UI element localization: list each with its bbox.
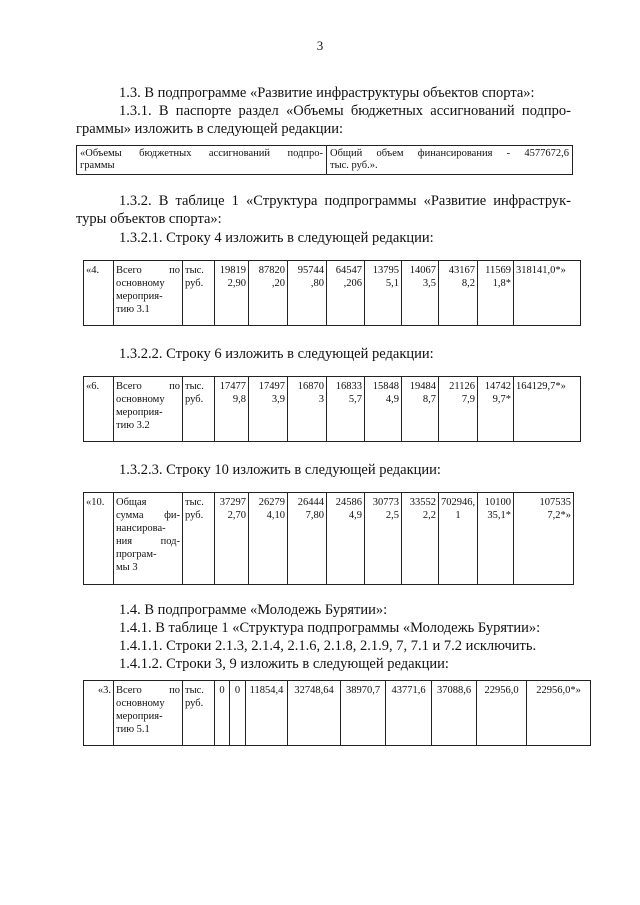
value-cell <box>439 377 478 442</box>
unit-line: руб. <box>185 510 204 521</box>
value-line: 87820 <box>258 265 285 276</box>
unit-line: руб. <box>185 698 204 709</box>
value-line: 30773 <box>372 497 399 508</box>
value-cell <box>327 377 365 442</box>
section-1-3-2-2: 1.3.2.2. Строку 6 изложить в следующей редакции: <box>119 346 434 362</box>
value-line: 1 <box>455 510 461 521</box>
passport-value-line-1: Общий объем финансирования - 4577672,6 <box>330 148 569 159</box>
unit-line: тыс. <box>185 685 204 696</box>
value-cell <box>439 261 478 326</box>
total-cell <box>514 377 581 442</box>
table-row <box>84 681 591 746</box>
passport-value-line-2: тыс. руб.». <box>330 160 378 171</box>
value-line: 5,1 <box>385 278 399 289</box>
unit-line: тыс. <box>185 381 204 392</box>
total-cell: 22956,0*» <box>527 681 591 746</box>
value-line: 2,70 <box>227 510 246 521</box>
value-line: 2,90 <box>227 278 246 289</box>
section-1-4-heading: 1.4. В подпрограмме «Молодежь Бурятии»: <box>119 602 388 618</box>
value-line: 95744 <box>297 265 324 276</box>
passport-row <box>77 146 573 175</box>
value-line: 33552 <box>409 497 436 508</box>
row-description-cell <box>114 261 183 326</box>
value-cell <box>215 493 249 585</box>
value-cell <box>365 493 402 585</box>
value-cell <box>439 493 478 585</box>
value-line: 35,1* <box>487 510 511 521</box>
description-line: основному <box>116 394 165 405</box>
value-line: 14067 <box>409 265 436 276</box>
unit-cell <box>183 261 215 326</box>
row4-table <box>83 260 581 326</box>
description-line: Всего по <box>116 265 180 276</box>
value-line: 14742 <box>484 381 511 392</box>
value-cell <box>478 377 514 442</box>
row10-table <box>83 492 574 585</box>
value-line: 4,9 <box>348 510 362 521</box>
page-number: 3 <box>316 38 324 53</box>
value-line: 16833 <box>335 381 362 392</box>
value-cell <box>249 377 288 442</box>
value-line: 21126 <box>449 381 475 392</box>
value-line: 24586 <box>335 497 362 508</box>
value-line: 17477 <box>219 381 246 392</box>
value-line: 64547 <box>335 265 362 276</box>
unit-line: тыс. <box>185 265 204 276</box>
value-cell <box>249 493 288 585</box>
description-line: тию 5.1 <box>116 724 150 735</box>
value-cell: 37088,6 <box>432 681 477 746</box>
value-line: 10100 <box>484 497 511 508</box>
value-line: 3 <box>318 394 324 405</box>
description-line: сумма фи- <box>116 510 180 521</box>
section-1-3-2-line-1: 1.3.2. В таблице 1 «Структура подпрограммы «Развитие инфраструк- <box>119 193 571 209</box>
value-line: 17497 <box>258 381 285 392</box>
passport-value-cell <box>327 146 573 175</box>
value-line: 7,2*» <box>547 510 571 521</box>
description-line: мероприя- <box>116 711 163 722</box>
value-line: 37297 <box>219 497 246 508</box>
section-1-3-1-line-1: 1.3.1. В паспорте раздел «Объемы бюджетных ассигнований подпро- <box>119 103 571 119</box>
section-1-4-1: 1.4.1. В таблице 1 «Структура подпрограммы «Молодежь Бурятии»: <box>119 620 541 636</box>
value-line: 8,7 <box>422 394 436 405</box>
value-cell: 22956,0 <box>477 681 527 746</box>
row-number-cell: «3. <box>84 681 114 746</box>
section-1-4-1-2: 1.4.1.2. Строки 3, 9 изложить в следующей редакции: <box>119 656 449 672</box>
value-cell <box>365 261 402 326</box>
value-cell <box>327 261 365 326</box>
section-1-3-1-line-2: граммы» изложить в следующей редакции: <box>76 121 344 137</box>
value-line: 13795 <box>372 265 399 276</box>
value-line: 11569 <box>485 265 511 276</box>
row-number-cell: «4. <box>84 261 114 326</box>
value-line: 19484 <box>409 381 436 392</box>
value-line: 702946, <box>441 497 476 508</box>
value-line: 7,9 <box>461 394 475 405</box>
row6-table <box>83 376 581 442</box>
value-cell <box>402 261 439 326</box>
description-line: основному <box>116 278 165 289</box>
unit-cell <box>183 377 215 442</box>
value-cell <box>478 261 514 326</box>
value-line: 1,8* <box>492 278 511 289</box>
value-cell <box>402 377 439 442</box>
value-line: 16870 <box>297 381 324 392</box>
value-cell: 11854,4 <box>246 681 288 746</box>
value-line: 8,2 <box>461 278 475 289</box>
value-line: 9,7* <box>492 394 511 405</box>
value-line: 5,7 <box>348 394 362 405</box>
value-cell <box>402 493 439 585</box>
section-1-3-heading: 1.3. В подпрограмме «Развитие инфраструктуры объектов спорта»: <box>119 85 535 101</box>
section-1-3-2-3: 1.3.2.3. Строку 10 изложить в следующей редакции: <box>119 462 441 478</box>
unit-cell <box>183 681 215 746</box>
value-line: 15848 <box>372 381 399 392</box>
value-cell <box>288 261 327 326</box>
passport-table <box>76 145 573 175</box>
description-line: Общая <box>116 497 147 508</box>
unit-cell <box>183 493 215 585</box>
description-line: програм- <box>116 549 157 560</box>
table-row <box>84 493 574 585</box>
value-line: 318141,0*» <box>516 265 566 276</box>
passport-label-cell <box>77 146 327 175</box>
description-line: Всего по <box>116 381 180 392</box>
value-line: 43167 <box>448 265 475 276</box>
total-cell <box>514 493 574 585</box>
value-cell <box>478 493 514 585</box>
value-cell <box>249 261 288 326</box>
value-line: 26444 <box>297 497 324 508</box>
unit-line: руб. <box>185 394 204 405</box>
value-line: 2,5 <box>385 510 399 521</box>
value-cell <box>365 377 402 442</box>
table-row <box>84 377 581 442</box>
description-line: основному <box>116 698 165 709</box>
value-cell: 0 <box>215 681 230 746</box>
passport-label-line-2: граммы <box>80 160 115 171</box>
description-line: ния под- <box>116 536 180 547</box>
passport-label-line-1: «Объемы бюджетных ассигнований подпро- <box>80 148 323 159</box>
value-cell <box>288 377 327 442</box>
description-line: тию 3.2 <box>116 420 150 431</box>
value-cell: 0 <box>230 681 246 746</box>
description-line: Всего по <box>116 685 180 696</box>
description-line: мы 3 <box>116 562 138 573</box>
value-line: 4,10 <box>266 510 285 521</box>
value-cell <box>215 261 249 326</box>
value-line: ,20 <box>271 278 285 289</box>
value-line: 107535 <box>539 497 571 508</box>
row-number-cell: «10. <box>84 493 114 585</box>
value-cell <box>288 493 327 585</box>
value-cell: 38970,7 <box>341 681 386 746</box>
section-1-3-2-1: 1.3.2.1. Строку 4 изложить в следующей редакции: <box>119 230 434 246</box>
row-description-cell <box>114 493 183 585</box>
value-line: 19819 <box>219 265 246 276</box>
row-description-cell <box>114 681 183 746</box>
value-line: ,80 <box>310 278 324 289</box>
description-line: мероприя- <box>116 291 163 302</box>
value-line: 3,5 <box>422 278 436 289</box>
description-line: тию 3.1 <box>116 304 150 315</box>
value-cell <box>327 493 365 585</box>
row3-table <box>83 680 591 746</box>
row-description-cell <box>114 377 183 442</box>
table-row <box>84 261 581 326</box>
section-1-3-2-line-2: туры объектов спорта»: <box>76 211 222 227</box>
value-line: 3,9 <box>271 394 285 405</box>
value-line: 4,9 <box>385 394 399 405</box>
value-line: ,206 <box>343 278 362 289</box>
unit-line: руб. <box>185 278 204 289</box>
value-line: 164129,7*» <box>516 381 566 392</box>
value-line: 9,8 <box>232 394 246 405</box>
section-1-4-1-1: 1.4.1.1. Строки 2.1.3, 2.1.4, 2.1.6, 2.1.8, 2.1.9, 7, 7.1 и 7.2 исключить. <box>119 638 537 654</box>
value-cell: 43771,6 <box>386 681 432 746</box>
value-cell <box>215 377 249 442</box>
unit-line: тыс. <box>185 497 204 508</box>
value-line: 26279 <box>258 497 285 508</box>
description-line: нансирова- <box>116 523 166 534</box>
total-cell <box>514 261 581 326</box>
value-line: 2,2 <box>422 510 436 521</box>
description-line: мероприя- <box>116 407 163 418</box>
value-line: 7,80 <box>305 510 324 521</box>
value-cell: 32748,64 <box>288 681 341 746</box>
row-number-cell: «6. <box>84 377 114 442</box>
